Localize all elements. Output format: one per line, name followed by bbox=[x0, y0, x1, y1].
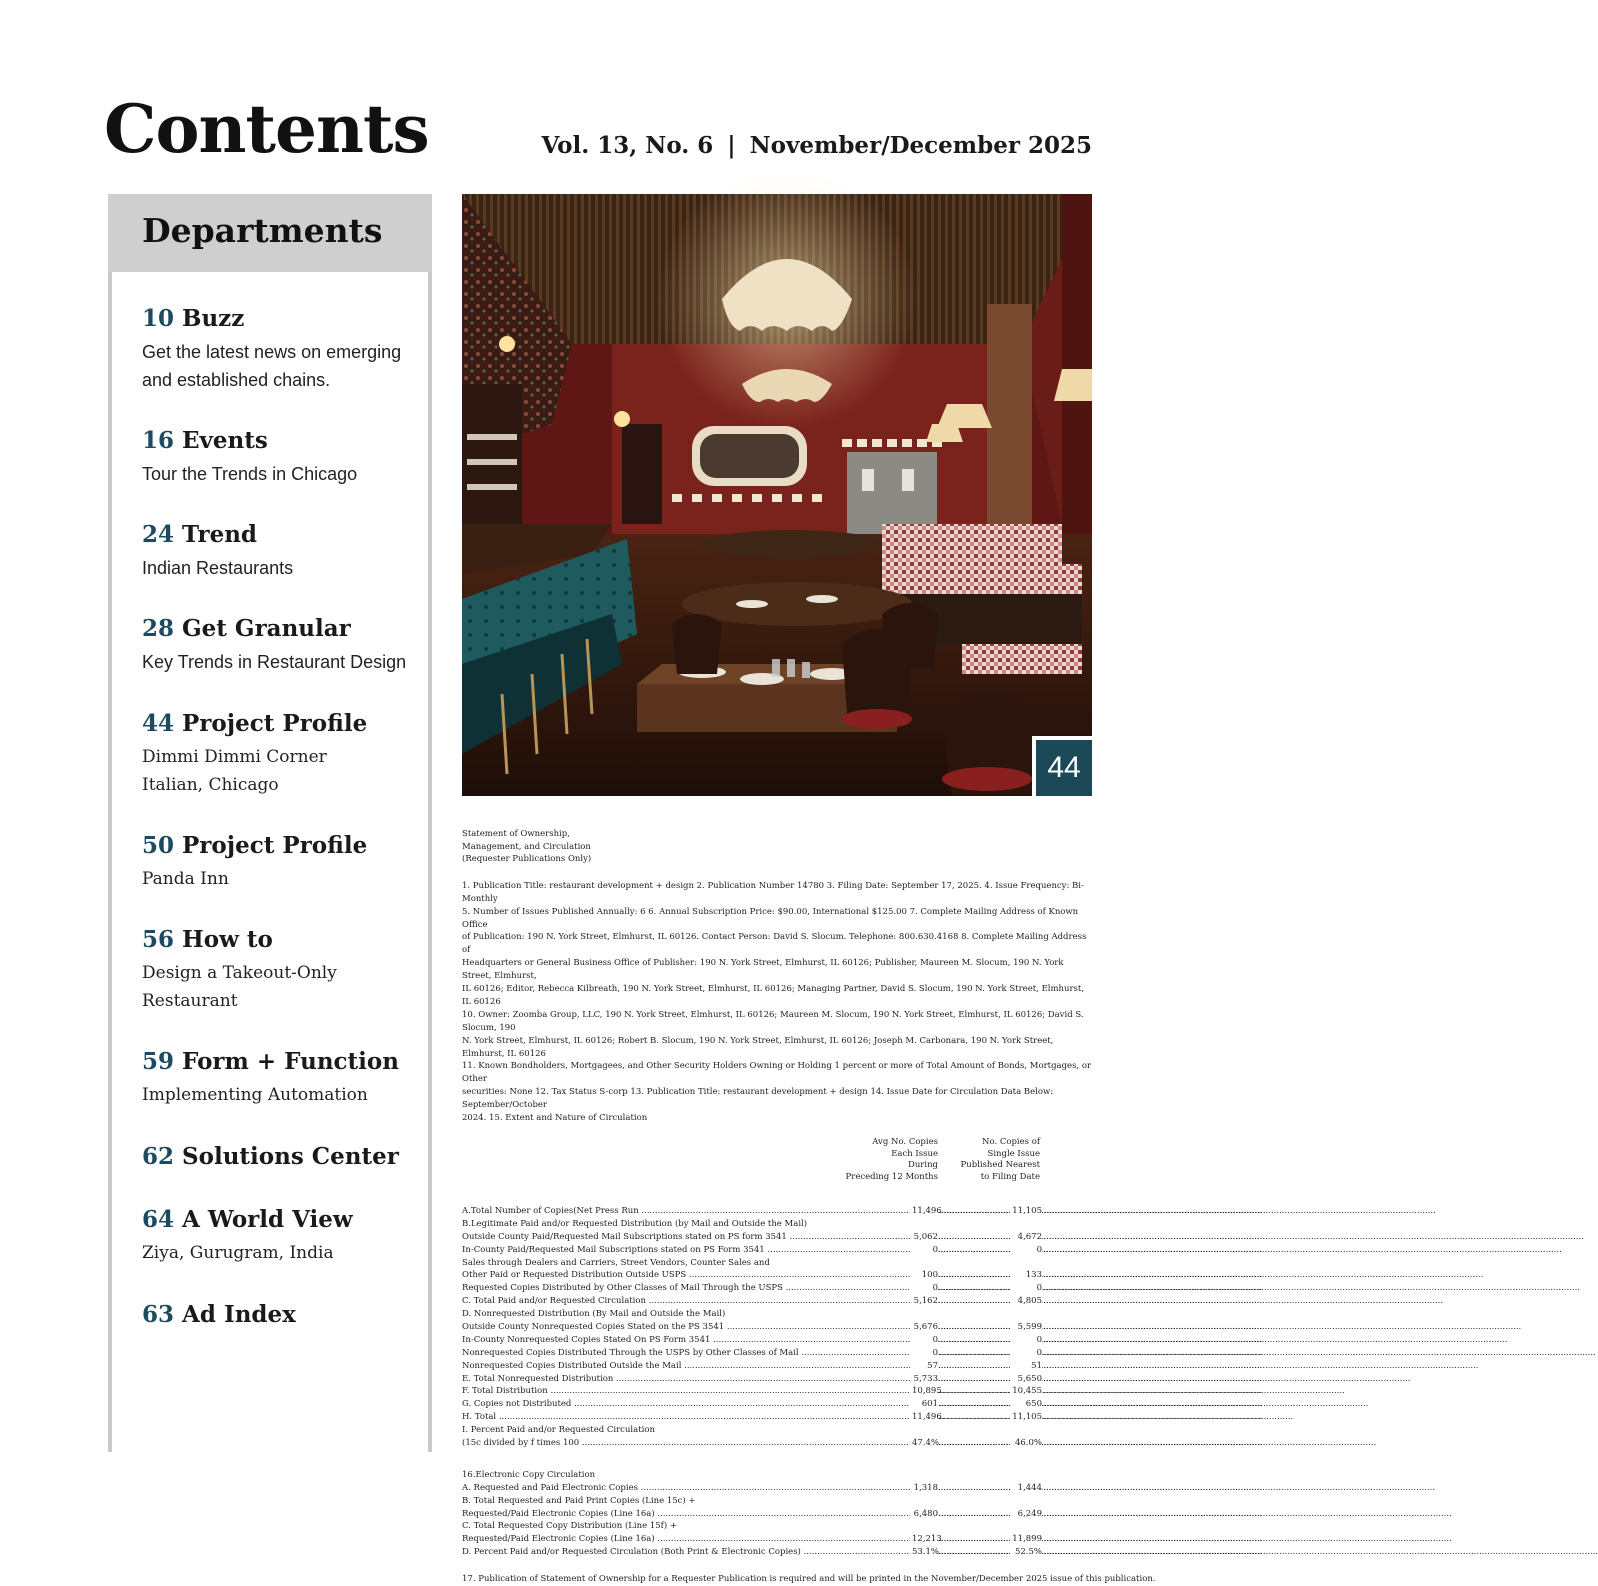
table-row bbox=[462, 1205, 1094, 1218]
row-label: A.Total Number of Copies(Net Press Run ..... bbox=[462, 1205, 938, 1218]
table-row bbox=[462, 1244, 1094, 1257]
row-value-single-issue: 51 bbox=[1010, 1360, 1042, 1373]
statement-body-line: of Publication: 190 N. York Street, Elmhurst, IL 60126. Contact Person: David S. Slocum. Telephone: 800.630.4168 8. Complete Mailing Address of bbox=[462, 932, 1087, 956]
table-row bbox=[462, 1231, 1094, 1244]
toc-page-number: 44 bbox=[142, 710, 175, 737]
toc-entry-description: and established chains. bbox=[142, 370, 331, 390]
row-label: C. Total Paid and/or Requested Circulation ..... bbox=[462, 1295, 938, 1308]
circulation-table bbox=[462, 1205, 1094, 1450]
statement-heading-line: Statement of Ownership, bbox=[462, 829, 570, 839]
row-value-single-issue: 46.0% bbox=[1010, 1437, 1042, 1450]
row-label: D. Percent Paid and/or Requested Circulation (Both Print & Electronic Copies) ..... bbox=[462, 1546, 938, 1559]
toc-entry-ad-index[interactable] bbox=[142, 1300, 424, 1330]
table-row bbox=[462, 1308, 1094, 1321]
table-row bbox=[462, 1469, 1094, 1482]
column-header-average bbox=[818, 1137, 938, 1183]
row-label: Sales through Dealers and Carriers, Street Vendors, Counter Sales and bbox=[462, 1257, 770, 1268]
volume-number: Vol. 13, No. 6 bbox=[541, 132, 714, 159]
departments-header bbox=[108, 194, 432, 272]
column-header-line: to Filing Date bbox=[980, 1171, 1040, 1182]
table-row bbox=[462, 1334, 1094, 1347]
column-header-line: No. Copies of bbox=[982, 1137, 1040, 1147]
toc-page-number: 28 bbox=[142, 615, 175, 642]
row-value-average: 47.4% bbox=[912, 1438, 940, 1449]
statement-heading bbox=[462, 828, 1094, 866]
toc-entry-description: Panda Inn bbox=[142, 869, 229, 889]
row-value-average: 11,496 bbox=[912, 1206, 942, 1216]
column-header-line: Single Issue bbox=[987, 1148, 1040, 1159]
row-value-single-issue: 11,105 bbox=[1010, 1411, 1042, 1424]
toc-entry-title: Form + Function bbox=[182, 1048, 399, 1075]
table-row bbox=[462, 1269, 1094, 1282]
table-row bbox=[462, 1437, 1094, 1450]
table-row bbox=[462, 1385, 1094, 1398]
table-row bbox=[462, 1218, 1094, 1231]
row-value-average: 1,318 bbox=[910, 1482, 938, 1495]
statement-body-line: IL 60126; Editor, Rebecca Kilbreath, 190 N. York Street, Elmhurst, IL 60126; Managing Partner, David S. Slocum, 190 N. York Street, Elmhurst, IL 60126 bbox=[462, 984, 1085, 1007]
row-value-single-issue: 6,249 bbox=[1010, 1508, 1042, 1521]
toc-entry-title: Events bbox=[182, 427, 268, 454]
row-label: B. Total Requested and Paid Print Copies (Line 15c) + bbox=[462, 1495, 696, 1506]
statement-footer-note: 17. Publication of Statement of Ownership for a Requester Publication is required and will be printed in the November/December 2025 issue of this publication. bbox=[462, 1574, 1156, 1585]
statement-body-line: Headquarters or General Business Office of Publisher: 190 N. York Street, Elmhurst, IL 60126; Publisher, Maureen M. Slocum, 190 N. York Street, Elmhurst, bbox=[462, 958, 1064, 982]
row-value-average: 0 bbox=[910, 1334, 938, 1347]
table-row bbox=[462, 1482, 1094, 1495]
toc-page-number: 56 bbox=[142, 926, 175, 953]
row-value-single-issue: 650 bbox=[1010, 1398, 1042, 1411]
row-value-average: 5,162 bbox=[910, 1295, 938, 1308]
row-value-single-issue: 4,672 bbox=[1010, 1231, 1042, 1244]
toc-entry-events[interactable] bbox=[142, 426, 424, 488]
row-value-single-issue: 0 bbox=[1010, 1334, 1042, 1347]
toc-entry-buzz[interactable] bbox=[142, 304, 424, 394]
toc-entry-description: Ziya, Gurugram, India bbox=[142, 1243, 334, 1263]
row-label: Nonrequested Copies Distributed Outside the Mail ..... bbox=[462, 1360, 938, 1373]
column-header-line: Avg No. Copies bbox=[872, 1137, 938, 1147]
row-value-single-issue: 1,444 bbox=[1010, 1482, 1042, 1495]
row-label: F. Total Distribution ..... bbox=[462, 1385, 938, 1398]
table-row bbox=[462, 1360, 1094, 1373]
issue-info bbox=[541, 134, 1092, 157]
departments-title: Departments bbox=[142, 211, 383, 250]
toc-entry-solutions-center[interactable] bbox=[142, 1142, 424, 1172]
issue-separator: | bbox=[727, 132, 736, 159]
row-value-average: 11,496 bbox=[912, 1412, 942, 1423]
toc-entry-title: Project Profile bbox=[182, 832, 368, 859]
toc-entry-title: Ad Index bbox=[182, 1301, 296, 1328]
table-row bbox=[462, 1533, 1094, 1546]
toc-entry-description: Indian Restaurants bbox=[142, 558, 294, 578]
table-row bbox=[462, 1257, 1094, 1270]
table-row bbox=[462, 1295, 1094, 1308]
restaurant-photo[interactable] bbox=[462, 194, 1092, 796]
toc-entry-project-profile-50[interactable] bbox=[142, 831, 424, 893]
toc-page-number: 62 bbox=[142, 1143, 175, 1170]
column-header-line: Published Nearest bbox=[960, 1160, 1040, 1170]
statement-heading-line: (Requester Publications Only) bbox=[462, 854, 592, 865]
toc-page-number: 24 bbox=[142, 521, 175, 548]
column-header-line: Preceding 12 Months bbox=[845, 1171, 938, 1182]
toc-entry-description: Design a Takeout-Only bbox=[142, 963, 337, 983]
row-value-single-issue: 11,105 bbox=[1010, 1205, 1042, 1218]
toc-entry-description: Get the latest news on emerging bbox=[142, 342, 402, 362]
toc-entry-trend[interactable] bbox=[142, 520, 424, 582]
row-value-average: 0 bbox=[910, 1347, 938, 1360]
row-value-average: 601 bbox=[910, 1398, 938, 1411]
toc-entry-title: Solutions Center bbox=[182, 1143, 399, 1170]
row-label: In-County Nonrequested Copies Stated On PS Form 3541 ..... bbox=[462, 1334, 938, 1347]
row-label: C. Total Requested Copy Distribution (Line 15f) + bbox=[462, 1521, 677, 1532]
statement-body-line: 5. Number of Issues Published Annually: 6 6. Annual Subscription Price: $90.00, International $125.00 7. Complete Mailing Address of Known Office bbox=[462, 906, 1079, 930]
statement-of-ownership bbox=[462, 828, 1156, 1586]
table-row bbox=[462, 1495, 1094, 1508]
toc-page-number: 64 bbox=[142, 1206, 175, 1233]
row-label: Outside County Paid/Requested Mail Subscriptions stated on PS form 3541 ..... bbox=[462, 1231, 938, 1244]
row-label: H. Total ..... bbox=[462, 1411, 938, 1424]
row-label: Requested/Paid Electronic Copies (Line 16a) ..... bbox=[462, 1508, 938, 1521]
row-label: E. Total Nonrequested Distribution ..... bbox=[462, 1373, 938, 1386]
statement-body-line: N. York Street, Elmhurst, IL 60126; Robert B. Slocum, 190 N. York Street, Elmhurst, IL 60126; Joseph M. Carbonara, 190 N. York Street, Elmhurst, IL 60126 bbox=[462, 1035, 1054, 1059]
toc-entry-get-granular[interactable] bbox=[142, 614, 424, 676]
row-value-average: 5,733 bbox=[910, 1373, 938, 1386]
row-value-single-issue: 0 bbox=[1010, 1347, 1042, 1360]
column-header-line: Each Issue bbox=[891, 1148, 938, 1159]
table-row bbox=[462, 1411, 1094, 1424]
row-label: Nonrequested Copies Distributed Through the USPS by Other Classes of Mail ..... bbox=[462, 1347, 938, 1360]
row-value-average: 0 bbox=[910, 1282, 938, 1295]
toc-entry-a-world-view[interactable] bbox=[142, 1205, 424, 1267]
row-value-single-issue: 4,805 bbox=[1010, 1295, 1042, 1308]
table-row bbox=[462, 1424, 1094, 1437]
circulation-column-headers bbox=[462, 1137, 1094, 1199]
statement-body-line: 10. Owner: Zoomba Group, LLC, 190 N. York Street, Elmhurst, IL 60126; Maureen M. Slocum, 190 N. York Street, Elmhurst, IL 60126; David S. Slocum, 190 bbox=[462, 1009, 1084, 1033]
row-label: Other Paid or Requested Distribution Outside USPS ..... bbox=[462, 1269, 938, 1282]
toc-entry-project-profile-44[interactable] bbox=[142, 709, 424, 799]
statement-body-line: securities: None 12. Tax Status S-corp 13. Publication Title: restaurant development + design 14. Issue Date for Circulation Data Below: September/October bbox=[462, 1087, 1054, 1111]
statement-body bbox=[462, 880, 1094, 1125]
statement-body-line: 1. Publication Title: restaurant development + design 2. Publication Number 14780 3. Filing Date: September 17, 2025. 4. Issue Frequency: Bi-Monthly bbox=[462, 880, 1084, 904]
row-value-single-issue: 10,455 bbox=[1010, 1385, 1042, 1398]
row-label: Requested Copies Distributed by Other Classes of Mail Through the USPS ..... bbox=[462, 1282, 938, 1295]
row-value-single-issue: 52.5% bbox=[1010, 1546, 1042, 1559]
toc-page-number: 10 bbox=[142, 305, 175, 332]
table-row bbox=[462, 1508, 1094, 1521]
electronic-circulation-table bbox=[462, 1469, 1094, 1559]
toc-entry-description: Italian, Chicago bbox=[142, 775, 279, 795]
toc-page-number: 59 bbox=[142, 1048, 175, 1075]
toc-entry-form-function[interactable] bbox=[142, 1047, 424, 1109]
table-row bbox=[462, 1398, 1094, 1411]
restaurant-interior-illustration bbox=[462, 194, 1092, 796]
row-value-single-issue: 5,650 bbox=[1010, 1373, 1042, 1386]
toc-entry-description: Tour the Trends in Chicago bbox=[142, 464, 358, 484]
toc-entry-description: Dimmi Dimmi Corner bbox=[142, 747, 327, 767]
row-value-single-issue: 5,599 bbox=[1010, 1321, 1042, 1334]
row-label: G. Copies not Distributed ..... bbox=[462, 1398, 938, 1411]
statement-body-line: 2024. 15. Extent and Nature of Circulation bbox=[462, 1113, 648, 1124]
toc-entry-title: Buzz bbox=[182, 305, 245, 332]
row-value-average: 100 bbox=[910, 1269, 938, 1282]
row-label: B.Legitimate Paid and/or Requested Distribution (by Mail and Outside the Mail) bbox=[462, 1218, 808, 1229]
toc-entry-description: Implementing Automation bbox=[142, 1085, 368, 1105]
column-header-single-issue bbox=[940, 1137, 1040, 1183]
statement-heading-line: Management, and Circulation bbox=[462, 841, 591, 852]
row-label: 16.Electronic Copy Circulation bbox=[462, 1469, 596, 1480]
row-label: Requested/Paid Electronic Copies (Line 16a) ..... bbox=[462, 1533, 938, 1546]
toc-entry-how-to[interactable] bbox=[142, 925, 424, 1015]
row-label: A. Requested and Paid Electronic Copies ..... bbox=[462, 1482, 938, 1495]
row-value-average: 6,480 bbox=[910, 1508, 938, 1521]
toc-entry-title: Trend bbox=[182, 521, 258, 548]
page-title: Contents bbox=[104, 90, 429, 168]
toc-entry-title: A World View bbox=[182, 1206, 353, 1233]
row-value-average: 10,895 bbox=[912, 1386, 942, 1397]
row-label: D. Nonrequested Distribution (By Mail and Outside the Mail) bbox=[462, 1309, 726, 1320]
column-header-line: During bbox=[908, 1160, 938, 1170]
toc-entry-description: Key Trends in Restaurant Design bbox=[142, 652, 407, 672]
row-label: I. Percent Paid and/or Requested Circulation bbox=[462, 1425, 655, 1436]
row-label: (15c divided by f times 100 ..... bbox=[462, 1437, 938, 1450]
row-value-average: 5,676 bbox=[910, 1321, 938, 1334]
row-label: Outside County Nonrequested Copies Stated on the PS 3541 ..... bbox=[462, 1321, 938, 1334]
toc-entry-title: Get Granular bbox=[182, 615, 351, 642]
row-value-single-issue: 0 bbox=[1010, 1244, 1042, 1257]
table-row bbox=[462, 1321, 1094, 1334]
toc-entry-description: Restaurant bbox=[142, 991, 238, 1011]
toc-entry-title: How to bbox=[182, 926, 273, 953]
statement-body-line: 11. Known Bondholders, Mortgagees, and Other Security Holders Owning or Holding 1 percent or more of Total Amount of Bonds, Mortgages, or Other bbox=[462, 1061, 1092, 1085]
table-row bbox=[462, 1347, 1094, 1360]
row-value-average: 5,062 bbox=[910, 1231, 938, 1244]
departments-panel bbox=[108, 194, 432, 1452]
table-row bbox=[462, 1546, 1094, 1559]
toc-entry-title: Project Profile bbox=[182, 710, 368, 737]
row-value-single-issue: 133 bbox=[1010, 1269, 1042, 1282]
toc-page-number: 16 bbox=[142, 427, 175, 454]
toc-page-number: 63 bbox=[142, 1301, 175, 1328]
table-row bbox=[462, 1520, 1094, 1533]
row-value-single-issue: 0 bbox=[1010, 1282, 1042, 1295]
issue-date: November/December 2025 bbox=[749, 132, 1092, 159]
table-row bbox=[462, 1282, 1094, 1295]
row-value-average: 0 bbox=[910, 1244, 938, 1257]
row-label: In-County Paid/Requested Mail Subscriptions stated on PS Form 3541 ..... bbox=[462, 1244, 938, 1257]
row-value-average: 57 bbox=[910, 1360, 938, 1373]
row-value-single-issue: 11,899 bbox=[1010, 1533, 1042, 1546]
row-value-average: 12,213 bbox=[912, 1534, 942, 1545]
page-number-badge[interactable]: 44 bbox=[1032, 736, 1092, 796]
table-row bbox=[462, 1373, 1094, 1386]
row-value-average: 53.1% bbox=[912, 1547, 940, 1558]
toc-page-number: 50 bbox=[142, 832, 175, 859]
